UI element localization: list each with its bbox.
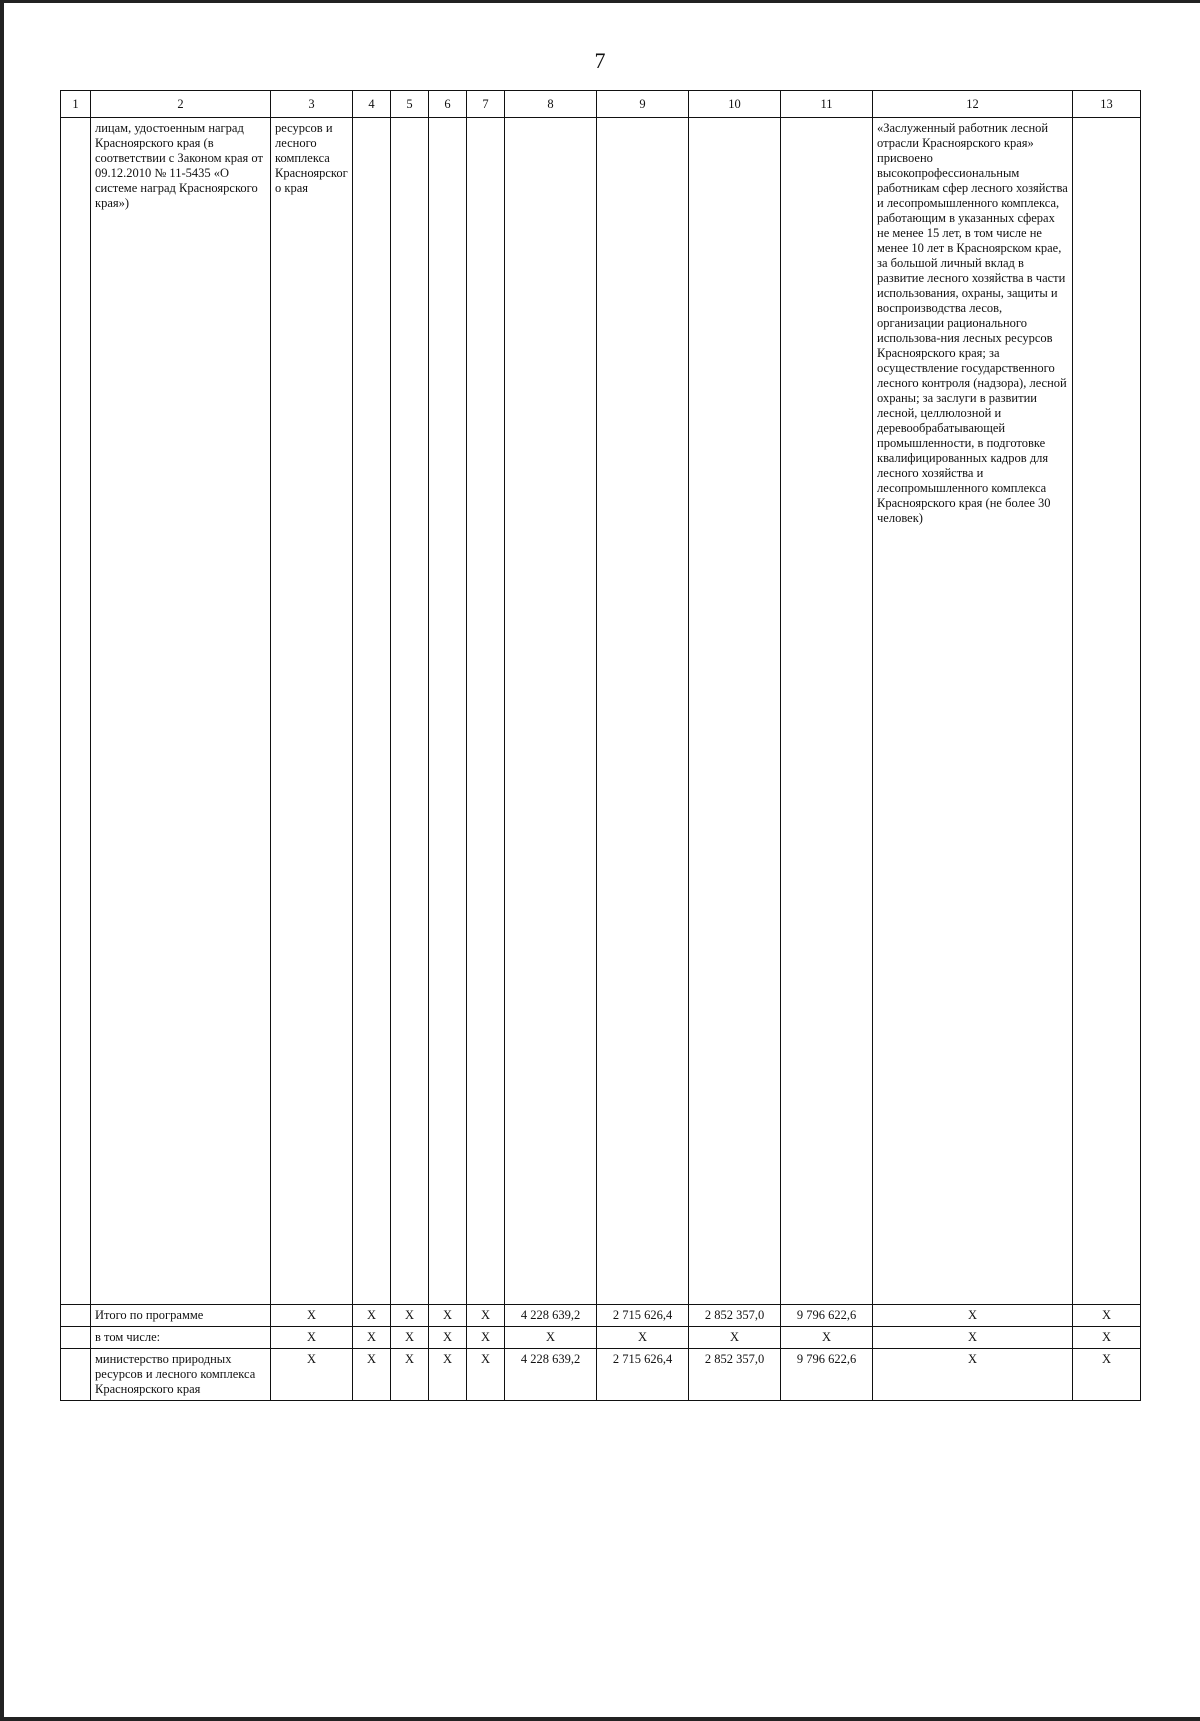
cell-task-description: лицам, удостоенным наград Красноярского края (в соответствии с Законом края от 09.12.2010 № 11-5435 «О системе наград Красноярского края») xyxy=(91,118,271,1305)
table-row-ministry xyxy=(61,1349,1141,1401)
header-cell-4: 4 xyxy=(353,91,391,118)
cell-number xyxy=(61,1305,91,1327)
scan-edge-top xyxy=(0,0,1200,3)
header-cell-10: 10 xyxy=(689,91,781,118)
cell-col-10: X xyxy=(689,1327,781,1349)
cell-number xyxy=(61,1327,91,1349)
header-cell-8: 8 xyxy=(505,91,597,118)
cell-col-6: X xyxy=(429,1327,467,1349)
cell-col-11 xyxy=(781,118,873,1305)
cell-col-6: X xyxy=(429,1349,467,1401)
cell-col-12: X xyxy=(873,1305,1073,1327)
cell-administrator: ресурсов и лесного комплекса Красноярского края xyxy=(271,118,353,1305)
header-cell-7: 7 xyxy=(467,91,505,118)
header-row xyxy=(61,91,1141,118)
cell-number xyxy=(61,118,91,1305)
program-table xyxy=(60,90,1141,1401)
header-cell-11: 11 xyxy=(781,91,873,118)
cell-col-11: 9 796 622,6 xyxy=(781,1305,873,1327)
cell-col-12: X xyxy=(873,1349,1073,1401)
scan-edge-bottom xyxy=(0,1717,1200,1721)
cell-col-3: X xyxy=(271,1305,353,1327)
cell-col-10: 2 852 357,0 xyxy=(689,1349,781,1401)
cell-col-6 xyxy=(429,118,467,1305)
cell-col-11: 9 796 622,6 xyxy=(781,1349,873,1401)
cell-col-4: X xyxy=(353,1305,391,1327)
header-cell-1: 1 xyxy=(61,91,91,118)
cell-col-5: X xyxy=(391,1327,429,1349)
header-cell-2: 2 xyxy=(91,91,271,118)
cell-col-5: X xyxy=(391,1305,429,1327)
cell-col-4 xyxy=(353,118,391,1305)
cell-col-8: 4 228 639,2 xyxy=(505,1305,597,1327)
table-row-total xyxy=(61,1305,1141,1327)
cell-col-3: X xyxy=(271,1327,353,1349)
cell-col-13 xyxy=(1073,118,1141,1305)
cell-expected-result: «Заслуженный работник лесной отрасли Красноярского края» присвоено высокопрофессиональным работникам сфер лесного хозяйства и лесопромышленного комплекса, работающим в указанных сферах не менее 15 лет, в том числе не менее 10 лет в Красноярском крае, за большой личный вклад в развитие лесного хозяйства в части использования, охраны, защиты и воспроизводства лесов, организации рационального использова-ния лесных ресурсов Красноярского края; за осуществление государственного лесного контроля (надзора), лесной охраны; за заслуги в развитии лесной, целлюлозной и деревообрабатывающей промышленности, в подготовке квалифицированных кадров для лесного хозяйства и лесопромышленного комплекса Красноярского края (не более 30 человек) xyxy=(873,118,1073,1305)
page-number: 7 xyxy=(594,48,606,73)
cell-col-8: 4 228 639,2 xyxy=(505,1349,597,1401)
cell-col-7: X xyxy=(467,1327,505,1349)
cell-row-label: министерство природных ресурсов и лесного комплекса Красноярского края xyxy=(91,1349,271,1401)
cell-col-7: X xyxy=(467,1349,505,1401)
cell-col-9: 2 715 626,4 xyxy=(597,1349,689,1401)
cell-col-5: X xyxy=(391,1349,429,1401)
header-cell-9: 9 xyxy=(597,91,689,118)
cell-col-10 xyxy=(689,118,781,1305)
cell-col-13: X xyxy=(1073,1305,1141,1327)
cell-col-11: X xyxy=(781,1327,873,1349)
cell-col-3: X xyxy=(271,1349,353,1401)
cell-col-9 xyxy=(597,118,689,1305)
cell-col-8: X xyxy=(505,1327,597,1349)
header-cell-5: 5 xyxy=(391,91,429,118)
cell-col-4: X xyxy=(353,1349,391,1401)
header-cell-3: 3 xyxy=(271,91,353,118)
cell-col-8 xyxy=(505,118,597,1305)
cell-col-4: X xyxy=(353,1327,391,1349)
cell-col-6: X xyxy=(429,1305,467,1327)
cell-col-9: X xyxy=(597,1327,689,1349)
cell-col-7 xyxy=(467,118,505,1305)
cell-col-10: 2 852 357,0 xyxy=(689,1305,781,1327)
cell-row-label: в том числе: xyxy=(91,1327,271,1349)
cell-col-5 xyxy=(391,118,429,1305)
cell-col-13: X xyxy=(1073,1349,1141,1401)
table-row-awards xyxy=(61,118,1141,1305)
scan-edge-left xyxy=(0,0,4,1721)
table-row-including xyxy=(61,1327,1141,1349)
header-cell-13: 13 xyxy=(1073,91,1141,118)
cell-number xyxy=(61,1349,91,1401)
cell-col-9: 2 715 626,4 xyxy=(597,1305,689,1327)
cell-col-7: X xyxy=(467,1305,505,1327)
program-table-container xyxy=(60,90,1140,1401)
cell-col-13: X xyxy=(1073,1327,1141,1349)
header-cell-6: 6 xyxy=(429,91,467,118)
cell-col-12: X xyxy=(873,1327,1073,1349)
header-cell-12: 12 xyxy=(873,91,1073,118)
cell-row-label: Итого по программе xyxy=(91,1305,271,1327)
